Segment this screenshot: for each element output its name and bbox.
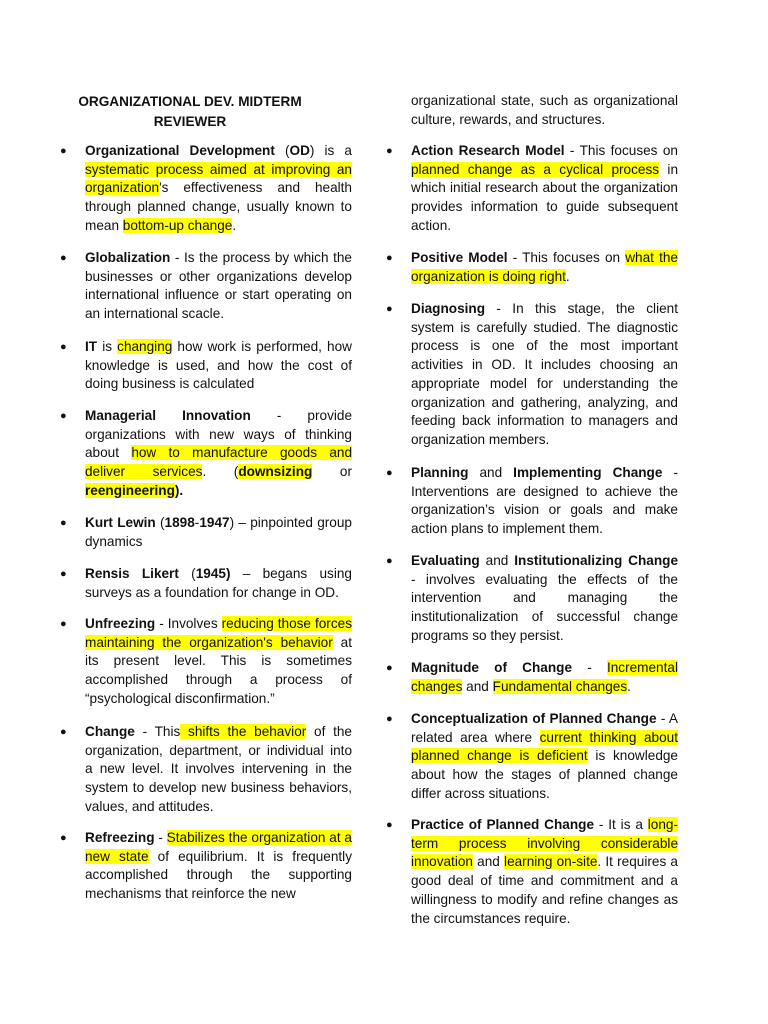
- bullet-icon: ●: [386, 819, 393, 831]
- bullet-icon: ●: [386, 467, 393, 479]
- highlight: Fundamental changes: [492, 678, 628, 694]
- list-item-positive-model: [386, 249, 678, 286]
- term: Practice of Planned Change: [411, 817, 595, 832]
- term: Institutionalizing Change: [514, 553, 679, 568]
- term: Evaluating: [411, 553, 480, 568]
- text: and: [479, 553, 515, 568]
- term: Rensis Likert: [85, 566, 179, 581]
- lewin-text: [85, 514, 352, 551]
- text: is: [97, 339, 118, 354]
- highlight: reducing those forces maintaining the organization's behavior: [85, 616, 352, 650]
- od-text: [85, 142, 352, 236]
- diagnosing-text: [411, 300, 678, 450]
- term: Diagnosing: [411, 301, 486, 316]
- text: - This focuses on: [507, 250, 626, 265]
- text: -: [572, 660, 607, 675]
- term: Positive Model: [411, 250, 508, 265]
- text: ) is a: [309, 143, 352, 158]
- bullet-icon: ●: [386, 252, 393, 264]
- bullet-icon: ●: [60, 726, 67, 738]
- bullet-icon: ●: [60, 145, 67, 157]
- list-item-rensis-likert: [60, 565, 352, 602]
- title-line-1: ORGANIZATIONAL DEV. MIDTERM: [78, 94, 302, 109]
- text: .: [627, 678, 631, 694]
- term: IT: [85, 339, 98, 354]
- text: - Interventions are designed to achieve the organization’s vision or goals and make action plans to implement them.: [411, 465, 679, 537]
- term: Refreezing: [85, 830, 155, 845]
- bullet-icon: ●: [60, 341, 67, 353]
- highlight: systematic process aimed at improving an organization: [85, 161, 352, 196]
- list-item-action-research: [386, 142, 678, 236]
- continuation-text: organizational state, such as organizational culture, rewards, and structures.: [411, 93, 678, 127]
- list-item-it: [60, 338, 352, 394]
- bullet-icon: ●: [386, 145, 393, 157]
- action-text: [411, 142, 678, 236]
- positive-text: [411, 249, 678, 286]
- text: .: [565, 268, 570, 284]
- text: - This: [134, 724, 181, 739]
- highlight: shifts the behavior: [180, 724, 307, 739]
- year: 1898: [164, 515, 195, 530]
- text: -: [194, 515, 200, 530]
- term: Unfreezing: [85, 616, 156, 631]
- list-item-magnitude: [386, 659, 678, 696]
- list-item-kurt-lewin: [60, 514, 352, 551]
- text: or: [312, 464, 352, 480]
- term: Globalization: [85, 250, 171, 265]
- bullet-icon: ●: [60, 252, 67, 264]
- text: (: [178, 566, 196, 581]
- bullet-icon: ●: [60, 517, 67, 529]
- term: Implementing Change: [513, 465, 663, 480]
- text: of the organization, department, or individual into a new level. It involves intervening in the system to develop new business behaviors, values, and attitudes.: [85, 724, 352, 814]
- text: and: [468, 465, 514, 480]
- highlight: changing: [117, 339, 173, 354]
- refreezing-text: [85, 829, 352, 904]
- bullet-icon: ●: [60, 618, 67, 630]
- text: and: [472, 854, 505, 870]
- unfreezing-text: [85, 615, 352, 709]
- text: - In this stage, the client system is carefully studied. The diagnostic process is one of the most important activities in OD. It includes choosing an appropriate model for understanding the organization and gathering, analyzing, and feeding back information to managers and organization members.: [411, 301, 678, 447]
- highlight: long-term process involving considerable innovation: [411, 817, 678, 870]
- bullet-icon: ●: [60, 568, 67, 580]
- globalization-text: [85, 249, 352, 324]
- list-item-evaluating: [386, 552, 678, 646]
- bullet-icon: ●: [60, 410, 67, 422]
- managerial-text: [85, 407, 352, 501]
- list-item-refreezing: [60, 829, 352, 904]
- term: Planning: [411, 465, 469, 480]
- bullet-icon: ●: [386, 303, 393, 315]
- text: - involves evaluating the effects of the intervention and managing the institutionalization of successful change programs so they persist.: [411, 571, 678, 643]
- it-text: [85, 338, 352, 394]
- bullet-icon: ●: [386, 662, 393, 674]
- change-text: [85, 723, 352, 817]
- highlight: Stabilizes the organization at a new state: [85, 830, 352, 864]
- term: Managerial Innovation: [85, 408, 251, 423]
- text: at its present level. This is sometimes accomplished through a process of “psychological disconfirmation.”: [85, 634, 352, 706]
- title-line-2: REVIEWER: [153, 113, 227, 129]
- year: 1945): [195, 566, 231, 581]
- term: Change: [85, 724, 135, 739]
- highlight: downsizing: [238, 464, 313, 480]
- term: Organizational Development: [85, 143, 275, 158]
- highlight: planned change as a cyclical process: [411, 161, 660, 177]
- text: - provide organizations with new ways of thinking about: [85, 408, 353, 461]
- planning-text: [411, 464, 678, 539]
- text: .: [232, 217, 237, 233]
- list-item-unfreezing: [60, 615, 352, 709]
- text: ) – pinpointed group dynamics: [85, 515, 352, 549]
- list-item-change: [60, 723, 352, 817]
- list-item-globalization: [60, 249, 352, 324]
- text: . (: [202, 464, 239, 480]
- highlight: what the organization is doing right: [411, 250, 678, 284]
- term: Conceptualization of Planned Change: [411, 711, 657, 726]
- bullet-icon: ●: [386, 555, 393, 567]
- highlight: Incremental changes: [411, 660, 678, 694]
- highlight: reengineering: [85, 482, 175, 498]
- text: – begans using surveys as a foundation for change in OD.: [85, 566, 352, 600]
- text: - It is a: [594, 817, 648, 832]
- list-item-diagnosing: [386, 300, 678, 450]
- conceptualization-text: [411, 710, 678, 804]
- list-item-planning: [386, 464, 678, 539]
- likert-text: [85, 565, 352, 602]
- text: and: [462, 678, 493, 694]
- term: Magnitude of Change: [411, 660, 573, 675]
- highlight: learning on-site: [504, 854, 598, 870]
- evaluating-text: [411, 552, 678, 646]
- text: - Is the process by which the businesses or other organizations develop international influence or start operating on an international scacle.: [85, 250, 352, 322]
- text: 's effectiveness and health through planned change, usually known to mean: [85, 180, 352, 233]
- text: is knowledge about how the stages of planned change differ across situations.: [411, 748, 678, 801]
- list-item-practice: [386, 816, 678, 928]
- list-item-od: [60, 142, 352, 236]
- text: ).: [174, 482, 184, 498]
- text: (: [274, 143, 290, 158]
- text: - This focuses on: [564, 143, 678, 158]
- text: -: [154, 830, 167, 845]
- bullet-icon: ●: [386, 713, 393, 725]
- highlight: current thinking about planned change is deficient: [411, 729, 678, 764]
- list-item-conceptualization: [386, 710, 678, 804]
- bullet-icon: ●: [60, 832, 67, 844]
- term-abbr: OD: [289, 143, 310, 158]
- text: - Involves: [155, 616, 222, 631]
- highlight: how to manufacture goods and deliver services: [85, 445, 352, 480]
- year: 1947: [199, 515, 230, 530]
- text: (: [155, 515, 165, 530]
- text: - A related area where: [411, 711, 678, 745]
- page-title: [60, 92, 320, 131]
- practice-text: [411, 816, 678, 928]
- text: in which initial research about the organization provides information to guide subsequent action.: [411, 161, 679, 233]
- text: of equilibrium. It is frequently accomplished through the supporting mechanisms that reinforce the new: [85, 848, 352, 902]
- list-item-managerial-innovation: [60, 407, 352, 501]
- term: Kurt Lewin: [85, 515, 156, 530]
- highlight: bottom-up change: [122, 217, 233, 233]
- text: how work is performed, how knowledge is used, and how the cost of doing business is calculated: [85, 339, 352, 392]
- text: . It requires a good deal of time and commitment and a willingness to modify and refine changes as the circumstances require.: [411, 854, 678, 926]
- magnitude-text: [411, 659, 678, 696]
- term: Action Research Model: [411, 143, 565, 158]
